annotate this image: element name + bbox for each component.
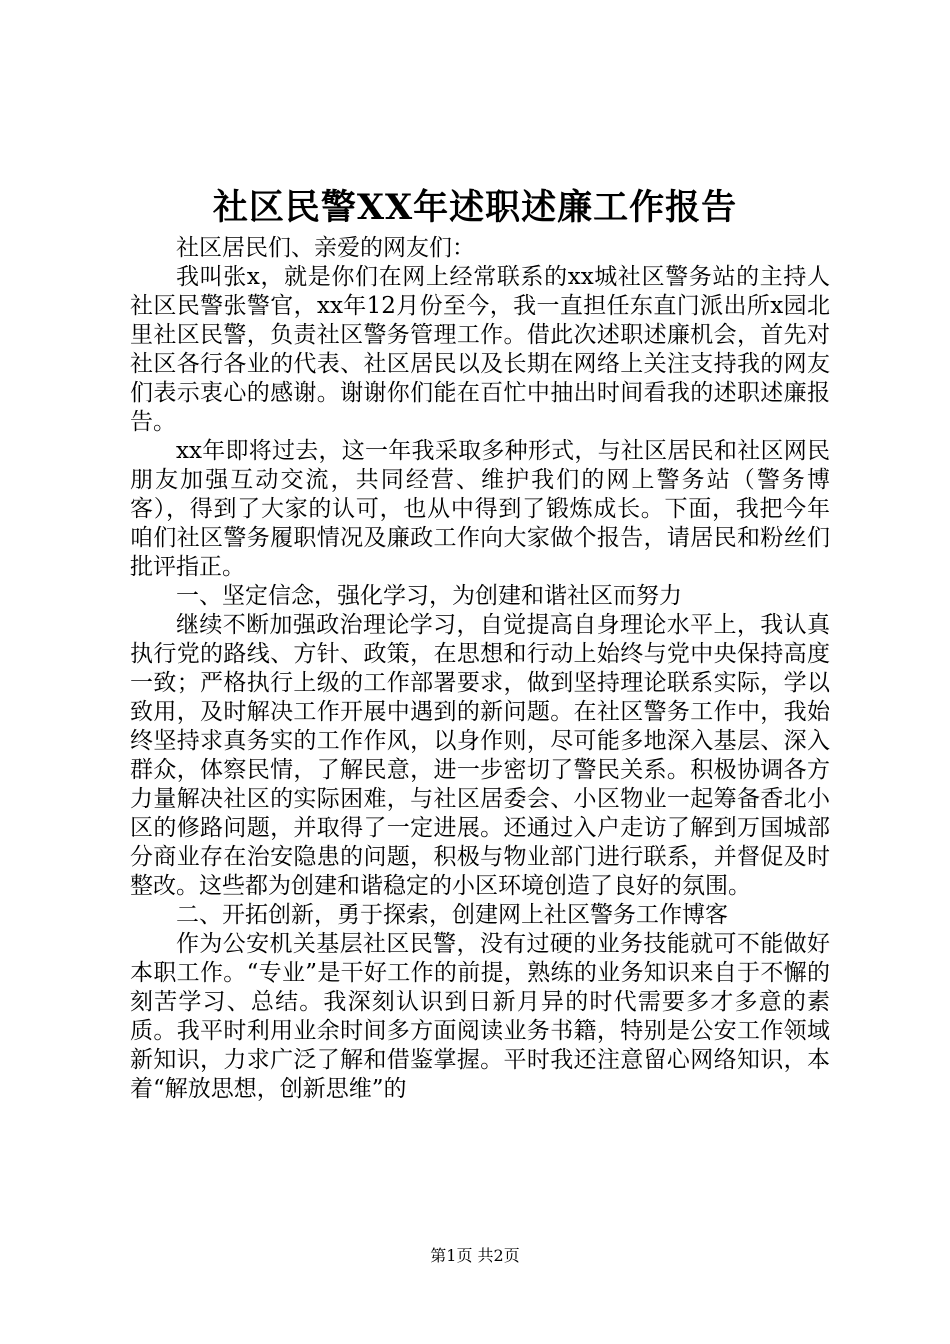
document-body — [130, 234, 830, 1104]
section-heading-1: 一、坚定信念，强化学习，为创建和谐社区而努力 — [176, 583, 682, 609]
section-1-paragraph: 继续不断加强政治理论学习，自觉提高自身理论水平上，我认真执行党的路线、方针、政策，在思想和行动上始终与党中央保持高度一致；严格执行上级的工作部署要求，做到坚持理论联系实际，学以致用，及时解决工作开展中遇到的新问题。在社区警务工作中，我始终坚持求真务实的工作作风，以身作则，尽可能多地深入基层、深入群众，体察民情，了解民意，进一步密切了警民关系。积极协调各方力量解决社区的实际困难，与社区居委会、小区物业一起筹备香北小区的修路问题，并取得了一定进展。还通过入户走访了解到万国城部分商业存在治安隐患的问题，积极与物业部门进行联系，并督促及时整改。这些都为创建和谐稳定的小区环境创造了良好的氛围。 — [130, 612, 830, 899]
page-footer: 第1页 共2页 — [430, 1246, 520, 1265]
summary-paragraph: xx年即将过去，这一年我采取多种形式，与社区居民和社区网民朋友加强互动交流，共同经营、维护我们的网上警务站（警务博客），得到了大家的认可，也从中得到了锻炼成长。下面，我把今年咱们社区警务履职情况及廉政工作向大家做个报告，请居民和粉丝们批评指正。 — [130, 438, 830, 580]
intro-paragraph: 我叫张x，就是你们在网上经常联系的xx城社区警务站的主持人社区民警张警官，xx年12月份至今，我一直担任东直门派出所x园北里社区民警，负责社区警务管理工作。借此次述职述廉机会，首先对社区各行各业的代表、社区居民以及长期在网络上关注支持我的网友们表示衷心的感谢。谢谢你们能在百忙中抽出时间看我的述职述廉报告。 — [130, 264, 830, 435]
section-2-paragraph: 作为公安机关基层社区民警，没有过硬的业务技能就可不能做好本职工作。“专业”是干好工作的前提，熟练的业务知识来自于不懈的刻苦学习、总结。我深刻认识到日新月异的时代需要多才多意的素质。我平时利用业余时间多方面阅读业务书籍，特别是公安工作领域新知识，力求广泛了解和借鉴掌握。平时我还注意留心网络知识，本着“解放思想，创新思维”的 — [130, 931, 830, 1102]
section-heading-2: 二、开拓创新，勇于探索，创建网上社区警务工作博客 — [176, 902, 728, 928]
greeting-paragraph: 社区居民们、亲爱的网友们： — [176, 235, 475, 261]
document-title: 社区民警XX年述职述廉工作报告 — [212, 187, 738, 228]
